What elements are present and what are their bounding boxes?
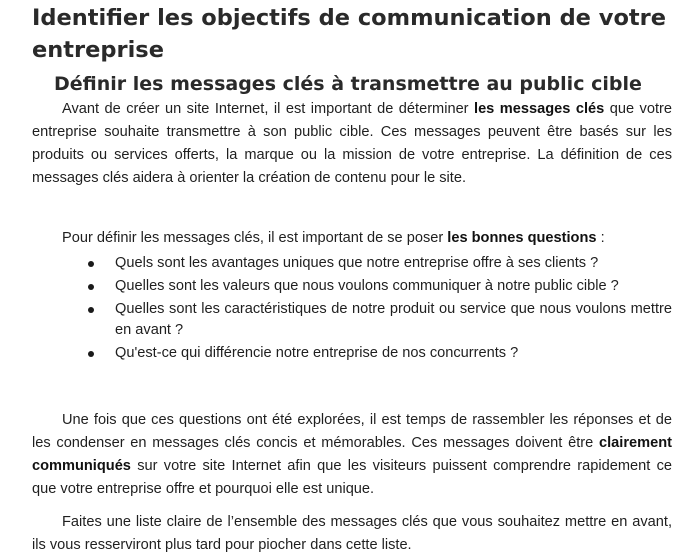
list-item (32, 343, 672, 364)
list-item (32, 299, 672, 341)
list-item (32, 253, 672, 274)
paragraph-questions-emphasis: les bonnes questions (447, 230, 597, 246)
paragraph-list-text: Faites une liste claire de l’ensemble des messages clés que vous souhaitez mettre en avant, ils vous resserviront plus tard pour piocher dans cette liste. (32, 514, 672, 553)
bullet-icon (88, 307, 94, 313)
paragraph-intro-emphasis: les messages clés (474, 101, 605, 117)
paragraph-intro-text-end: que votre entreprise souhaite transmettre à son public cible. Ces messages peuvent être basés sur les produits ou services offerts, la marque ou la mission de votre entreprise. La définition de ces messages clés aidera à orienter la création de contenu pour le site. (32, 101, 672, 186)
paragraph-condense (32, 409, 672, 501)
paragraph-questions-intro (32, 227, 672, 250)
bullet-icon (88, 351, 94, 357)
section-subtitle: Définir les messages clés à transmettre au public cible (54, 73, 642, 95)
question-text: Quelles sont les valeurs que nous voulons communiquer à notre public cible ? (115, 278, 619, 294)
paragraph-condense-text-start: Une fois que ces questions ont été explorées, il est temps de rassembler les réponses et de les condenser en messages clés concis et mémorables. Ces messages doivent être (32, 412, 672, 451)
paragraph-intro-text-start: Avant de créer un site Internet, il est important de déterminer (62, 101, 475, 117)
bullet-icon (88, 261, 94, 267)
question-text: Qu'est-ce qui différencie notre entreprise de nos concurrents ? (115, 345, 519, 361)
paragraph-list (32, 511, 672, 557)
question-text: Quelles sont les caractéristiques de notre produit ou service que nous voulons mettre en avant ? (115, 301, 672, 338)
paragraph-condense-emphasis: clairement communiqués (32, 435, 672, 474)
bullet-icon (88, 284, 94, 290)
paragraph-questions-text-start: Pour définir les messages clés, il est important de se poser (62, 230, 448, 246)
list-item (32, 276, 672, 297)
paragraph-intro (32, 98, 672, 190)
question-text: Quels sont les avantages uniques que notre entreprise offre à ses clients ? (115, 255, 599, 271)
paragraph-questions-text-end: : (596, 230, 605, 246)
page-title: Identifier les objectifs de communication de votre entreprise (32, 5, 667, 63)
paragraph-condense-text-end: sur votre site Internet afin que les visiteurs puissent comprendre rapidement ce que votre entreprise offre et pourquoi elle est unique. (32, 458, 672, 497)
questions-list (32, 253, 672, 364)
